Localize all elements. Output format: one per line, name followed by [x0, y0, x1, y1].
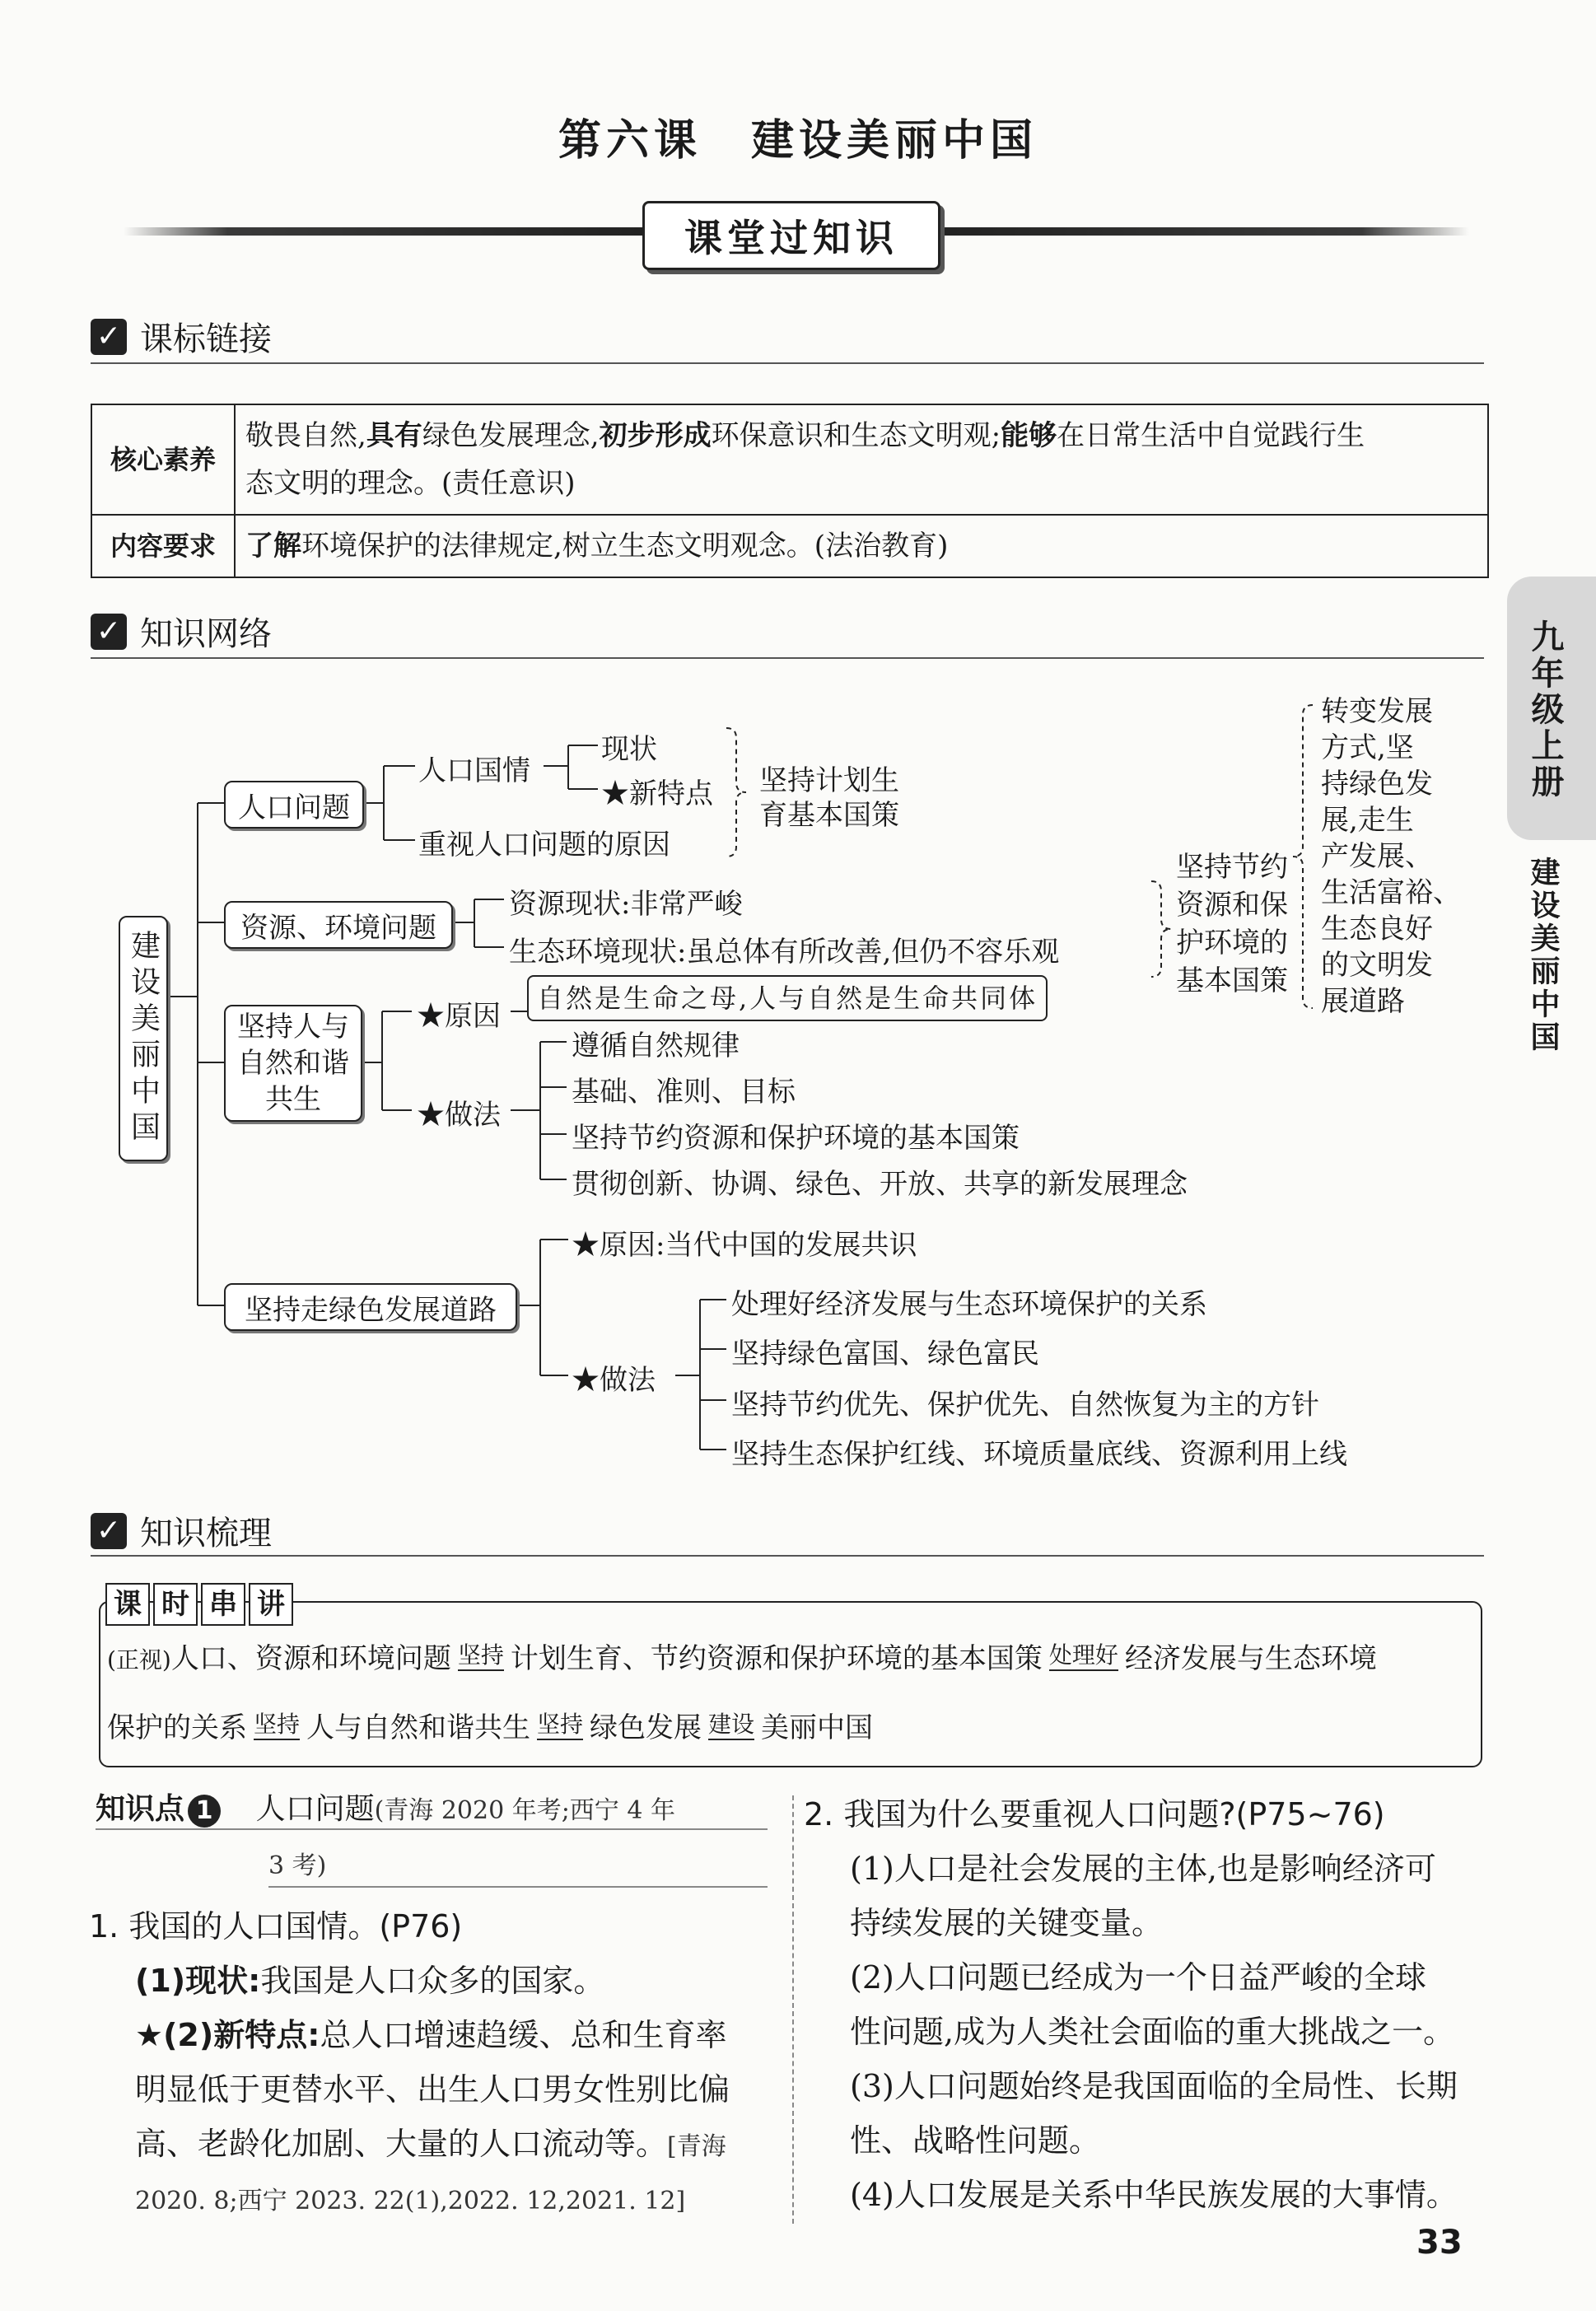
answer-line: (1)人口是社会发展的主体,也是影响经济可: [850, 1851, 1436, 1887]
lecture-summary-line1: [107, 1636, 1377, 1676]
keyword: 具有: [366, 419, 422, 452]
lesson-name: 建设美丽中国: [751, 116, 1038, 166]
mindmap-node: 遵循自然规律: [572, 1029, 740, 1062]
mindmap-node: 坚持生态保护红线、环境质量底线、资源利用上线: [731, 1438, 1347, 1471]
mindmap-node: ★做法: [417, 1099, 501, 1132]
mindmap-mid-policy: [1176, 848, 1288, 1000]
mindmap-branch-resources: 资源、环境问题: [224, 901, 453, 949]
mindmap-node: 坚持绿色富国、绿色富民: [731, 1338, 1039, 1370]
text: 绿色发展: [590, 1711, 702, 1744]
text: 转变发展: [1321, 695, 1433, 728]
answer-line: 性、战略性问题。: [850, 2122, 1101, 2159]
text: 保护的关系: [107, 1711, 247, 1744]
text: 经济发展与生态环境: [1124, 1642, 1377, 1675]
text: 共生: [265, 1083, 321, 1116]
kp-rule: [96, 1828, 768, 1830]
text: 人口、资源和环境问题: [170, 1642, 451, 1675]
answer-line: (3)人口问题始终是我国面临的全局性、长期: [850, 2068, 1458, 2104]
mindmap-node: ★原因:当代中国的发展共识: [572, 1229, 917, 1262]
kp-source: (青海 2020 年考;西宁 4 年: [374, 1796, 675, 1825]
lecture-summary-tag: [105, 1583, 296, 1626]
question-title: 2. 我国为什么要重视人口问题?(P75~76): [804, 1796, 1385, 1832]
table-head-core: 核心素养: [91, 404, 235, 515]
table-head-content: 内容要求: [91, 515, 235, 577]
answer-source: 2020. 8;西宁 2023. 22(1),2022. 12,2021. 12]: [135, 2187, 686, 2215]
tag-char: 课: [105, 1583, 150, 1626]
mindmap-node: ★原因: [417, 1000, 501, 1033]
knowledge-point-header: [96, 1786, 675, 1828]
mindmap-branch-population: 人口问题: [224, 781, 364, 829]
lecture-summary-line2: [107, 1705, 873, 1745]
answer-line: 持续发展的关键变量。: [850, 1905, 1164, 1941]
kp-number: 1: [188, 1795, 221, 1828]
mindmap-node: 坚持节约资源和保护环境的基本国策: [572, 1122, 1020, 1155]
tag-char: 时: [153, 1583, 198, 1626]
text: 态文明的理念。(责任意识): [245, 467, 576, 500]
text: 护环境的: [1176, 927, 1288, 959]
text: 持绿色发: [1321, 768, 1433, 801]
text: 环保意识和生态文明观;: [711, 419, 1001, 452]
text: 计划生育、节约资源和保护环境的基本国策: [510, 1642, 1043, 1675]
answer-line: 明显低于更替水平、出生人口男女性别比偏: [135, 2071, 730, 2108]
text: 生态良好: [1321, 913, 1433, 945]
question-title: 1. 我国的人口国情。(P76): [89, 1908, 463, 1945]
text: 在日常生活中自觉践行生: [1057, 419, 1365, 452]
text: 自然和谐: [237, 1047, 349, 1080]
mindmap-branch-harmony: [224, 1005, 362, 1122]
text: 生活富裕、: [1321, 876, 1461, 909]
mindmap-node: 资源现状:非常严峻: [509, 888, 743, 921]
text: 美丽中国: [761, 1711, 874, 1744]
keyword: 了解: [245, 530, 301, 563]
mindmap-node: ★新特点: [601, 777, 713, 810]
arrow-label: 建设: [708, 1711, 754, 1745]
text: 坚持人与: [237, 1011, 349, 1043]
mindmap-branch-green: 坚持走绿色发展道路: [224, 1283, 517, 1331]
answer-line: (4)人口发展是关系中华民族发展的大事情。: [850, 2177, 1458, 2213]
mindmap-node: ★做法: [572, 1364, 656, 1397]
text: 环境保护的法律规定,树立生态文明观念。(法治教育): [301, 530, 949, 563]
text: 产发展、: [1321, 840, 1433, 873]
keyword: 能够: [1001, 419, 1057, 452]
mindmap-node: 处理好经济发展与生态环境保护的关系: [731, 1288, 1207, 1321]
arrow-label: 坚持: [254, 1711, 300, 1745]
check-icon: ✓: [91, 319, 127, 355]
text: 坚持节约: [1176, 851, 1288, 884]
text: (正视): [107, 1646, 171, 1674]
text: 资源和保: [1176, 889, 1288, 922]
right-column: [804, 1787, 1487, 2222]
text: 绿色发展理念,: [422, 419, 600, 452]
mindmap-node: 育基本国策: [759, 799, 899, 832]
column-divider: [792, 1795, 794, 2224]
mindmap-node: 人口国情: [418, 754, 530, 787]
mindmap-node: 重视人口问题的原因: [418, 829, 670, 861]
mindmap-node: 坚持计划生: [759, 764, 899, 797]
text: 展道路: [1321, 985, 1405, 1018]
page-number: 33: [1416, 2224, 1463, 2262]
keyword: 初步形成: [599, 419, 712, 452]
answer-line: 性问题,成为人类社会面临的重大挑战之一。: [850, 2014, 1455, 2050]
mindmap-node: 贯彻创新、协调、绿色、开放、共享的新发展理念: [572, 1168, 1188, 1201]
section-banner: 课堂过知识: [642, 201, 940, 270]
text: 敬畏自然,: [245, 419, 366, 452]
text: 展,走生: [1321, 804, 1414, 837]
text: 基本国策: [1176, 964, 1288, 997]
answer-line: ★(2)新特点:总人口增速趋缓、总和生育率: [135, 2017, 727, 2053]
kp-rule: [268, 1886, 768, 1888]
kp-source-cont: 3 考): [268, 1851, 327, 1880]
side-tab-grade: 九年级上册: [1526, 619, 1564, 801]
mindmap-right-policy: [1321, 693, 1461, 1020]
arrow-label: 处理好: [1049, 1641, 1118, 1676]
answer-line: (1)现状:我国是人口众多的国家。: [135, 1963, 605, 1999]
side-tab-topic: 建设美丽中国: [1526, 857, 1560, 1054]
check-icon: ✓: [91, 1513, 127, 1549]
section-rule: [91, 1555, 1484, 1557]
tag-char: 串: [201, 1583, 245, 1626]
answer-line: (2)人口问题已经成为一个日益严峻的全球: [850, 1959, 1426, 1996]
tag-char: 讲: [249, 1583, 293, 1626]
kp-title: 人口问题: [255, 1792, 375, 1826]
text: 人与自然和谐共生: [306, 1711, 531, 1744]
mindmap-node: 坚持节约优先、保护优先、自然恢复为主的方针: [731, 1389, 1319, 1422]
mindmap-node: 现状: [601, 733, 657, 766]
check-icon: ✓: [91, 614, 127, 650]
mindmap-note: 自然是生命之母,人与自然是生命共同体: [527, 975, 1048, 1021]
section-header-review: [91, 1507, 272, 1554]
left-column: [89, 1899, 772, 2229]
kp-label: 知识点: [96, 1792, 185, 1826]
answer-line: 高、老龄化加剧、大量的人口流动等。[青海: [135, 2126, 726, 2162]
mindmap-node: 生态环境现状:虽总体有所改善,但仍不容乐观: [509, 936, 1060, 969]
mindmap-node: 基础、准则、目标: [572, 1076, 796, 1109]
section-title: 课标链接: [140, 320, 272, 358]
lesson-number: 第六课: [558, 116, 702, 166]
arrow-label: 坚持: [537, 1711, 583, 1745]
text: 方式,坚: [1321, 731, 1414, 764]
section-title: 知识网络: [140, 615, 272, 653]
section-title: 知识梳理: [140, 1515, 272, 1552]
arrow-label: 坚持: [458, 1641, 504, 1676]
mindmap-root: 建设美丽中国: [119, 916, 168, 1161]
text: 的文明发: [1321, 949, 1433, 982]
